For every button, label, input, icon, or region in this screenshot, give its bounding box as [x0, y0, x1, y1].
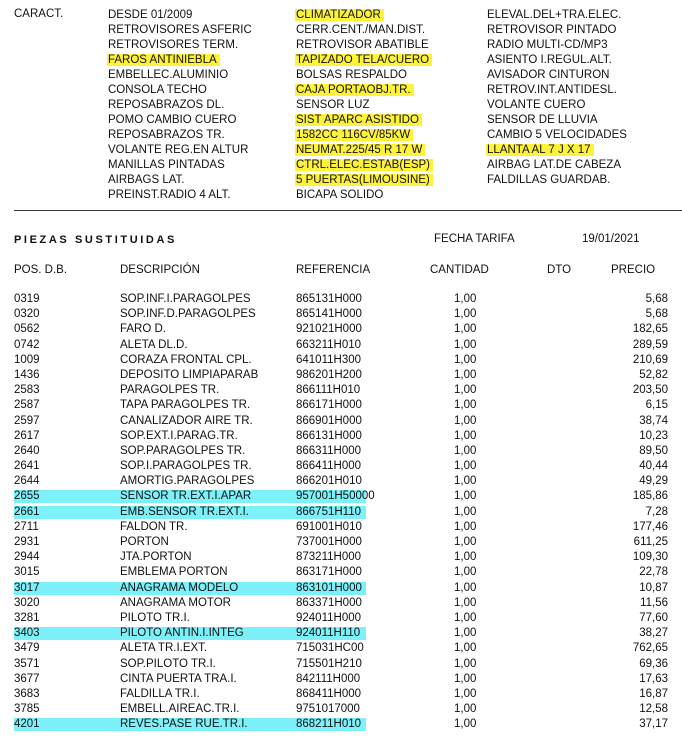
caract-item-text: BICAPA SOLIDO: [296, 189, 384, 201]
cell-qty: 1,00: [454, 672, 477, 685]
cell-qty: 1,00: [454, 642, 477, 655]
cell-pos: 3479: [14, 642, 40, 655]
cell-ref: 715031HC00: [296, 642, 364, 655]
cell-desc: SOP.INF.D.PARAGOLPES: [120, 308, 256, 321]
caract-item: [487, 173, 627, 188]
cell-desc: ANAGRAMA MODELO: [120, 581, 239, 594]
caract-item: [487, 23, 627, 38]
cell-ref: 863171H000: [296, 566, 362, 579]
cell-pos: 3017: [14, 581, 40, 594]
caract-item: [296, 143, 433, 158]
cell-pos: 3281: [14, 611, 40, 624]
cell-ref: 641011H300: [296, 353, 362, 366]
caract-item: [108, 83, 252, 98]
cell-ref: 866751H110: [296, 505, 362, 518]
cell-desc: PORTON: [120, 536, 169, 548]
cell-pos: 3683: [14, 687, 40, 700]
cell-price: 10,23: [639, 429, 668, 442]
table-row: [0, 489, 682, 504]
cell-pos: 2661: [14, 505, 40, 518]
table-row: [0, 565, 682, 580]
cell-qty: 1,00: [454, 596, 477, 609]
cell-price: 210,69: [632, 353, 668, 366]
table-row: [0, 520, 682, 535]
table-row: [0, 383, 682, 398]
cell-price: 22,78: [639, 566, 668, 579]
header-price: PRECIO: [611, 264, 656, 276]
cell-qty: 1,00: [454, 429, 477, 442]
cell-qty: 1,00: [454, 657, 477, 670]
fecha-tarifa-value: 19/01/2021: [582, 233, 640, 245]
table-row: [0, 505, 682, 520]
table-row: [0, 687, 682, 702]
cell-pos: 2641: [14, 460, 40, 473]
table-row: [0, 596, 682, 611]
caract-item-text: VOLANTE CUERO: [487, 99, 586, 111]
cell-qty: 1,00: [454, 703, 477, 716]
cell-pos: 2711: [14, 520, 39, 533]
cell-ref: 866201H010: [296, 475, 362, 488]
caract-item-text: SIST APARC ASISTIDO: [295, 114, 422, 126]
table-row: [0, 535, 682, 550]
cell-desc: FALDILLA TR.I.: [120, 687, 200, 700]
caract-item-text: EMBELLEC.ALUMINIO: [108, 69, 229, 81]
fecha-tarifa-label: FECHA TARIFA: [434, 233, 515, 245]
cell-desc: CORAZA FRONTAL CPL.: [120, 353, 252, 366]
cell-desc: PILOTO TR.I.: [120, 611, 190, 624]
cell-desc: EMBLEMA PORTON: [120, 566, 228, 579]
caract-item: [487, 128, 627, 143]
cell-price: 12,58: [639, 703, 668, 716]
table-row: [0, 307, 682, 322]
caract-item-text: LLANTA AL 7 J X 17: [486, 144, 594, 156]
table-row: [0, 672, 682, 687]
cell-desc: DEPOSITO LIMPIAPARAB: [120, 368, 259, 381]
caract-item: [487, 83, 627, 98]
header-pos: POS. D.B.: [14, 264, 68, 276]
table-row: [0, 353, 682, 368]
caract-item: [296, 158, 433, 173]
cell-desc: ALETA TR.I.EXT.: [120, 642, 208, 655]
cell-qty: 1,00: [454, 520, 477, 533]
table-row: [0, 581, 682, 596]
table-row: [0, 322, 682, 337]
cell-price: 6,15: [645, 399, 668, 412]
cell-ref: 866111H010: [296, 384, 361, 397]
caract-item: [487, 38, 627, 53]
table-row: [0, 550, 682, 565]
cell-price: 611,25: [633, 536, 668, 548]
cell-ref: 921021H000: [296, 323, 362, 336]
caract-item-text: AIRBAGS LAT.: [108, 174, 185, 186]
cell-ref: 868411H000: [296, 687, 362, 700]
cell-pos: 3015: [14, 566, 40, 579]
caract-column-3: [487, 8, 627, 188]
caract-item-text: POMO CAMBIO CUERO: [108, 114, 237, 126]
cell-desc: SOP.INF.I.PARAGOLPES: [120, 293, 251, 305]
cell-pos: 2644: [14, 475, 40, 488]
cell-ref: 663211H010: [296, 338, 362, 351]
cell-pos: 3677: [14, 672, 40, 685]
cell-qty: 1,00: [454, 338, 477, 351]
cell-desc: SOP.PARAGOLPES TR.: [120, 444, 246, 457]
cell-price: 109,30: [632, 551, 668, 564]
cell-desc: REVES.PASE RUE.TR.I.: [120, 718, 248, 731]
cell-pos: 4201: [14, 718, 40, 731]
caract-item-text: SENSOR DE LLUVIA: [487, 114, 598, 126]
cell-price: 89,50: [639, 444, 668, 457]
cell-ref: 863101H000: [296, 581, 362, 594]
cell-pos: 2640: [14, 444, 40, 457]
cell-desc: ALETA DL.D.: [120, 338, 188, 351]
table-row: [0, 414, 682, 429]
caract-column-2: [296, 8, 433, 203]
cell-ref: 865141H000: [296, 308, 362, 321]
caract-item-text: RETROVISOR ABATIBLE: [296, 39, 429, 51]
cell-price: 7,28: [645, 505, 668, 518]
cell-qty: 1,00: [454, 323, 477, 336]
cell-ref: 691001H010: [296, 520, 362, 533]
cell-desc: CINTA PUERTA TRA.I.: [120, 672, 237, 685]
table-row: [0, 657, 682, 672]
caract-item-text: REPOSABRAZOS TR.: [108, 129, 225, 141]
cell-pos: 2944: [14, 551, 40, 564]
caract-item: [108, 8, 252, 23]
caract-item-text: RETROVISOR PINTADO: [487, 24, 617, 36]
caract-item: [108, 98, 252, 113]
caract-item-text: CERR.CENT./MAN.DIST.: [296, 24, 426, 36]
caract-item: [296, 68, 433, 83]
header-desc: DESCRIPCIÓN: [120, 264, 200, 276]
caract-item: [296, 128, 433, 143]
cell-qty: 1,00: [454, 536, 477, 548]
caract-item-text: RETROVISORES ASFERIC: [108, 24, 252, 36]
section-divider: [14, 210, 682, 211]
caract-item-text: 5 PUERTAS(LIMOUSINE): [295, 174, 433, 186]
cell-desc: EMBELL.AIREAC.TR.I.: [120, 703, 240, 716]
cell-qty: 1,00: [454, 581, 477, 594]
table-row: [0, 292, 682, 307]
cell-pos: 2617: [14, 429, 40, 442]
caract-item: [296, 83, 433, 98]
caract-item-text: CAMBIO 5 VELOCIDADES: [487, 129, 627, 141]
caract-item: [108, 23, 252, 38]
cell-qty: 1,00: [454, 368, 477, 381]
cell-pos: 0742: [14, 338, 40, 351]
cell-pos: 0562: [14, 323, 40, 336]
cell-qty: 1,00: [454, 399, 477, 412]
caract-item-text: AIRBAG LAT.DE CABEZA: [487, 159, 621, 171]
cell-qty: 1,00: [454, 718, 477, 731]
cell-qty: 1,00: [454, 627, 477, 640]
caract-item-text: TAPIZADO TELA/CUERO: [295, 54, 432, 66]
caract-item-text: FALDILLAS GUARDAB.: [487, 174, 611, 186]
caract-item: [108, 53, 252, 68]
caract-item: [108, 158, 252, 173]
caract-item: [296, 38, 433, 53]
cell-price: 185,86: [632, 490, 668, 503]
caract-item: [487, 113, 627, 128]
cell-price: 77,60: [639, 611, 668, 624]
caract-item: [296, 98, 433, 113]
cell-desc: SOP.EXT.I.PARAG.TR.: [120, 429, 238, 442]
cell-desc: FALDON TR.: [120, 520, 188, 533]
cell-qty: 1,00: [454, 475, 477, 488]
parts-table: [0, 292, 682, 732]
cell-qty: 1,00: [454, 414, 477, 427]
table-row: [0, 626, 682, 641]
cell-pos: 1009: [14, 353, 40, 366]
caract-item: [296, 173, 433, 188]
table-row: [0, 398, 682, 413]
cell-desc: SOP.I.PARAGOLPES TR.: [120, 460, 252, 473]
cell-price: 40,44: [639, 460, 668, 473]
cell-ref: 715501H210: [296, 657, 362, 670]
caract-item: [296, 53, 433, 68]
cell-price: 11,56: [640, 596, 668, 609]
cell-desc: SENSOR TR.EXT.I.APAR: [120, 490, 252, 503]
cell-pos: 1436: [14, 368, 40, 381]
cell-qty: 1,00: [454, 293, 477, 305]
cell-price: 289,59: [632, 338, 668, 351]
caract-item: [487, 98, 627, 113]
table-row: [0, 368, 682, 383]
cell-price: 177,46: [632, 520, 668, 533]
cell-ref: 865131H000: [296, 293, 362, 305]
caract-item: [487, 158, 627, 173]
cell-ref: 924011H110: [296, 627, 361, 640]
cell-price: 37,17: [639, 718, 668, 731]
cell-qty: 1,00: [454, 384, 477, 397]
cell-ref: 868211H010: [296, 718, 362, 731]
cell-ref: 866171H000: [296, 399, 362, 412]
caract-item-text: DESDE 01/2009: [108, 9, 193, 21]
cell-price: 182,65: [632, 323, 668, 336]
caract-item-text: MANILLAS PINTADAS: [108, 159, 225, 171]
caract-item-text: PREINST.RADIO 4 ALT.: [108, 189, 231, 201]
caract-item: [487, 53, 627, 68]
cell-qty: 1,00: [454, 505, 477, 518]
cell-pos: 2583: [14, 384, 40, 397]
caract-item: [108, 38, 252, 53]
cell-price: 203,50: [632, 384, 668, 397]
caract-label: CARACT.: [14, 8, 64, 20]
cell-ref: 957001H50000: [296, 490, 375, 503]
caract-item-text: SENSOR LUZ: [296, 99, 370, 111]
cell-pos: 2587: [14, 399, 40, 412]
cell-ref: 866311H000: [296, 444, 362, 457]
table-row: [0, 717, 682, 732]
header-dto: DTO: [547, 264, 572, 276]
table-row: [0, 474, 682, 489]
table-row: [0, 641, 682, 656]
cell-price: 38,27: [639, 627, 668, 640]
cell-ref: 866901H000: [296, 414, 362, 427]
cell-qty: 1,00: [454, 460, 477, 473]
cell-desc: PARAGOLPES TR.: [120, 384, 220, 397]
cell-price: 49,29: [639, 475, 668, 488]
cell-price: 5,68: [645, 308, 668, 321]
table-row: [0, 429, 682, 444]
caract-item: [296, 113, 433, 128]
cell-price: 10,87: [639, 581, 668, 594]
caract-item-text: FAROS ANTINIEBLA: [107, 54, 220, 66]
cell-qty: 1,00: [454, 353, 477, 366]
caract-item-text: AVISADOR CINTURON: [487, 69, 610, 81]
cell-ref: 863371H000: [296, 596, 362, 609]
table-row: [0, 459, 682, 474]
cell-price: 52,82: [639, 368, 668, 381]
caract-item: [108, 68, 252, 83]
cell-desc: CANALIZADOR AIRE TR.: [120, 414, 253, 427]
cell-desc: SOP.PILOTO TR.I.: [120, 657, 216, 670]
caract-item-text: CAJA PORTAOBJ.TR.: [295, 84, 414, 96]
caract-column-1: [108, 8, 252, 203]
cell-ref: 866131H000: [296, 429, 362, 442]
cell-ref: 737001H000: [296, 536, 362, 548]
caract-item-text: 1582CC 116CV/85KW: [295, 129, 413, 141]
cell-qty: 1,00: [454, 444, 477, 457]
header-qty: CANTIDAD: [430, 264, 489, 276]
cell-qty: 1,00: [454, 490, 477, 503]
table-row: [0, 444, 682, 459]
caract-item: [296, 8, 433, 23]
caract-item-text: VOLANTE REG.EN ALTUR: [108, 144, 249, 156]
cell-qty: 1,00: [454, 551, 477, 564]
cell-qty: 1,00: [454, 687, 477, 700]
table-row: [0, 338, 682, 353]
section-title: PIEZAS SUSTITUIDAS: [14, 234, 177, 246]
caract-item-text: CONSOLA TECHO: [108, 84, 207, 96]
cell-pos: 3785: [14, 703, 40, 716]
caract-item-text: RADIO MULTI-CD/MP3: [487, 39, 608, 51]
caract-item: [108, 113, 252, 128]
cell-price: 762,65: [632, 642, 668, 655]
cell-desc: ANAGRAMA MOTOR: [120, 596, 231, 609]
cell-ref: 924011H000: [296, 611, 362, 624]
caract-item: [487, 8, 627, 23]
cell-desc: AMORTIG.PARAGOLPES: [120, 475, 255, 488]
cell-ref: 842111H000: [296, 672, 361, 685]
cell-price: 38,74: [639, 414, 668, 427]
caract-item-text: BOLSAS RESPALDO: [296, 69, 407, 81]
cell-ref: 873211H000: [296, 551, 362, 564]
caract-item-text: RETROV.INT.ANTIDESL.: [487, 84, 617, 96]
caract-item: [487, 143, 627, 158]
table-row: [0, 611, 682, 626]
cell-desc: TAPA PARAGOLPES TR.: [120, 399, 251, 412]
caract-item-text: ASIENTO I.REGUL.ALT.: [487, 54, 612, 66]
cell-pos: 3020: [14, 596, 40, 609]
caract-item-text: NEUMAT.225/45 R 17 W: [295, 144, 425, 156]
cell-qty: 1,00: [454, 566, 477, 579]
cell-price: 16,87: [639, 687, 668, 700]
table-row: [0, 702, 682, 717]
cell-qty: 1,00: [454, 308, 477, 321]
cell-desc: FARO D.: [120, 323, 167, 336]
caract-item-text: ELEVAL.DEL+TRA.ELEC.: [487, 9, 622, 21]
caract-item: [108, 173, 252, 188]
cell-ref: 866411H000: [296, 460, 362, 473]
caract-item: [108, 188, 252, 203]
cell-desc: JTA.PORTON: [120, 551, 192, 564]
header-ref: REFERENCIA: [296, 264, 371, 276]
caract-item: [296, 188, 433, 203]
cell-pos: 3403: [14, 627, 40, 640]
cell-pos: 3571: [14, 657, 40, 670]
cell-pos: 0319: [14, 293, 40, 305]
cell-price: 69,36: [639, 657, 668, 670]
caract-item: [108, 128, 252, 143]
cell-price: 17,63: [639, 672, 668, 685]
cell-desc: PILOTO ANTIN.I.INTEG: [120, 627, 244, 640]
caract-item-text: RETROVISORES TERM.: [108, 39, 239, 51]
cell-ref: 986201H200: [296, 368, 362, 381]
cell-pos: 2597: [14, 414, 40, 427]
cell-desc: EMB.SENSOR TR.EXT.I.: [120, 505, 249, 518]
cell-pos: 2931: [14, 536, 40, 548]
caract-item: [487, 68, 627, 83]
cell-ref: 9751017000: [296, 703, 360, 716]
caract-item: [108, 143, 252, 158]
cell-qty: 1,00: [454, 611, 477, 624]
cell-pos: 0320: [14, 308, 40, 321]
cell-price: 5,68: [645, 293, 668, 305]
caract-item-text: REPOSABRAZOS DL.: [108, 99, 225, 111]
caract-item-text: CTRL.ELEC.ESTAB(ESP): [295, 159, 433, 171]
cell-pos: 2655: [14, 490, 40, 503]
caract-item-text: CLIMATIZADOR: [295, 9, 384, 21]
caract-item: [296, 23, 433, 38]
